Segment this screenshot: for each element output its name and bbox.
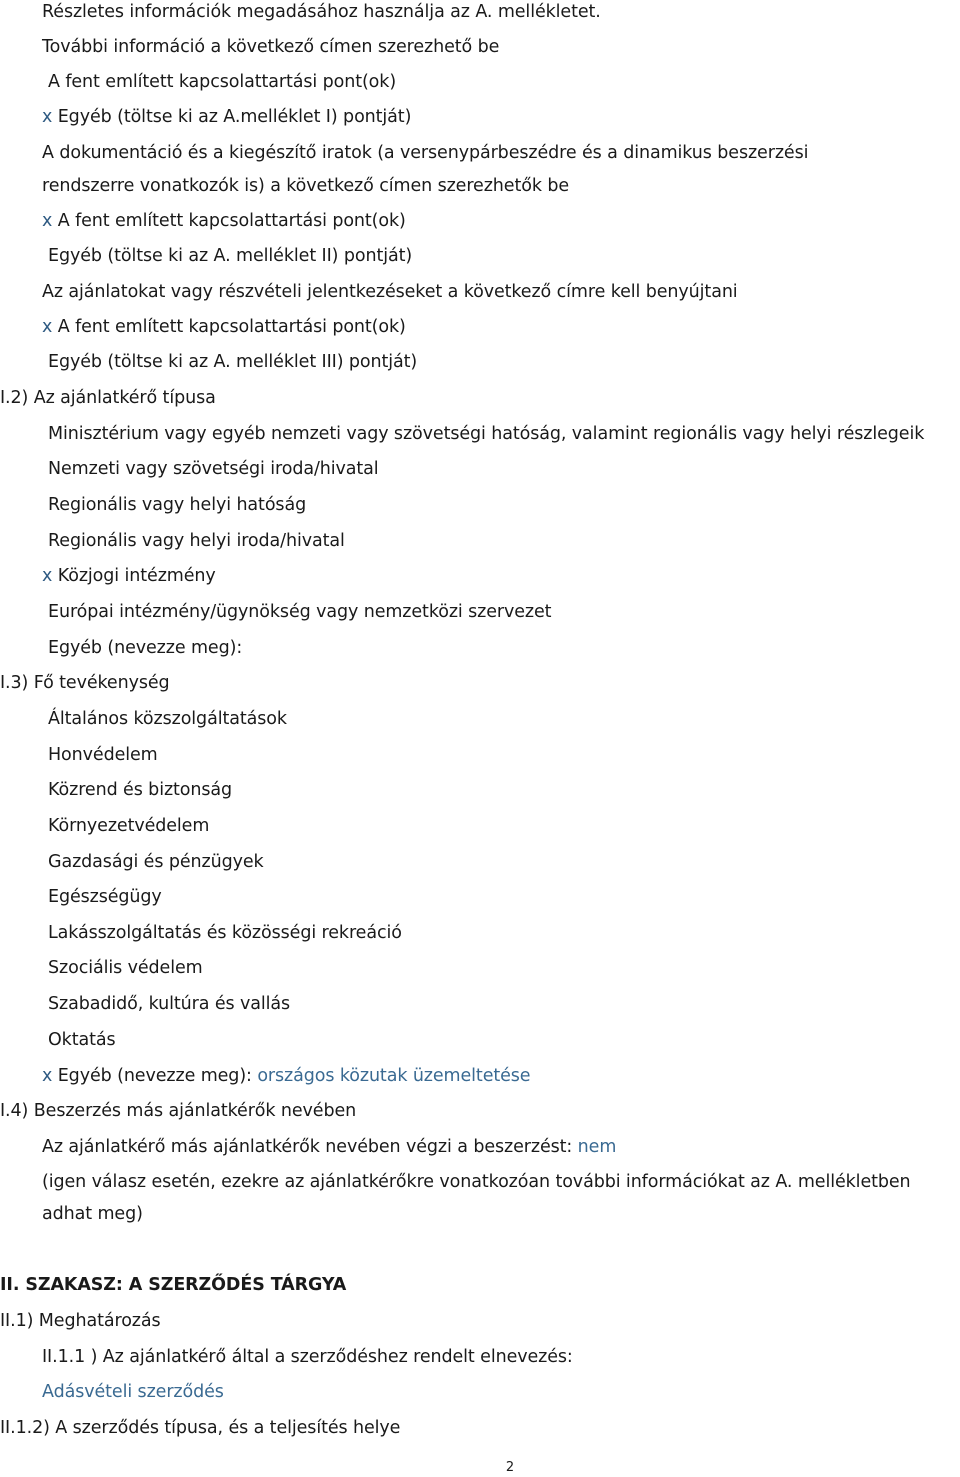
option-label: A fent említett kapcsolattartási pont(ok) xyxy=(52,317,406,337)
page-number: 2 xyxy=(505,1460,515,1475)
section-purchasing-on-behalf: I.4) Beszerzés más ajánlatkérők nevében xyxy=(0,1101,357,1121)
option-other-annex-3: Egyéb (töltse ki az A. melléklet III) pontját) xyxy=(48,352,418,372)
annex-reference-text: Részletes információk megadásához használja az A. mellékletet. xyxy=(42,2,601,22)
option-label: A fent említett kapcsolattartási pont(ok) xyxy=(52,211,406,231)
documentation-heading-line1: A dokumentáció és a kiegészítő iratok (a versenypárbeszédre és a dinamikus beszerzési xyxy=(42,143,809,163)
on-behalf-question xyxy=(42,1135,616,1159)
option-label: Egyéb (töltse ki az A.melléklet I) pontját) xyxy=(52,107,412,127)
type-ministry: Minisztérium vagy egyéb nemzeti vagy szövetségi hatóság, valamint regionális vagy helyi részlegeik xyxy=(48,424,925,444)
on-behalf-note-line1: (igen válasz esetén, ezekre az ajánlatkérőkre vonatkozóan további információkat az A. mellékletben xyxy=(42,1172,911,1192)
checked-mark-icon: x xyxy=(42,566,53,586)
option-contact-point: A fent említett kapcsolattartási pont(ok) xyxy=(48,72,397,92)
option-label: Egyéb (nevezze meg): xyxy=(52,1066,258,1086)
checked-mark-icon: x xyxy=(42,317,53,337)
on-behalf-answer: nem xyxy=(577,1137,617,1157)
activity-education: Oktatás xyxy=(48,1030,116,1050)
option-label: Közjogi intézmény xyxy=(52,566,216,586)
section-ii-heading: II. SZAKASZ: A SZERZŐDÉS TÁRGYA xyxy=(0,1275,347,1295)
option-contact-point-submission xyxy=(42,315,406,339)
type-regional-authority: Regionális vagy helyi hatóság xyxy=(48,495,307,515)
activity-other-value: országos közutak üzemeltetése xyxy=(257,1066,531,1086)
activity-social-protection: Szociális védelem xyxy=(48,958,203,978)
activity-housing: Lakásszolgáltatás és közösségi rekreáció xyxy=(48,923,402,943)
checked-mark-icon: x xyxy=(42,211,53,231)
type-other: Egyéb (nevezze meg): xyxy=(48,638,243,658)
more-info-heading: További információ a következő címen szerezhető be xyxy=(42,37,500,57)
activity-recreation-culture: Szabadidő, kultúra és vallás xyxy=(48,994,291,1014)
type-regional-office: Regionális vagy helyi iroda/hivatal xyxy=(48,531,345,551)
activity-other xyxy=(42,1064,530,1088)
activity-defence: Honvédelem xyxy=(48,745,158,765)
contract-title-value: Adásvételi szerződés xyxy=(42,1382,224,1402)
on-behalf-note-line2: adhat meg) xyxy=(42,1204,143,1224)
type-national-office: Nemzeti vagy szövetségi iroda/hivatal xyxy=(48,459,379,479)
documentation-heading-line2: rendszerre vonatkozók is) a következő címen szerezhetők be xyxy=(42,176,569,196)
section-main-activity: I.3) Fő tevékenység xyxy=(0,673,170,693)
option-other-annex-1 xyxy=(42,105,411,129)
activity-health: Egészségügy xyxy=(48,887,162,907)
option-contact-point-docs xyxy=(42,209,406,233)
checked-mark-icon: x xyxy=(42,107,53,127)
activity-environment: Környezetvédelem xyxy=(48,816,210,836)
activity-general-public-services: Általános közszolgáltatások xyxy=(48,709,287,729)
activity-economic-financial: Gazdasági és pénzügyek xyxy=(48,852,264,872)
contract-title-label: II.1.1 ) Az ajánlatkérő által a szerződéshez rendelt elnevezés: xyxy=(42,1347,573,1367)
section-contracting-authority-type: I.2) Az ajánlatkérő típusa xyxy=(0,388,216,408)
on-behalf-label: Az ajánlatkérő más ajánlatkérők nevében végzi a beszerzést: xyxy=(42,1137,578,1157)
section-ii-1-description: II.1) Meghatározás xyxy=(0,1311,161,1331)
type-public-law-body xyxy=(42,564,216,588)
option-other-annex-2: Egyéb (töltse ki az A. melléklet II) pontját) xyxy=(48,246,413,266)
checked-mark-icon: x xyxy=(42,1066,53,1086)
submission-address-heading: Az ajánlatokat vagy részvételi jelentkezéseket a következő címre kell benyújtani xyxy=(42,282,738,302)
type-european-institution: Európai intézmény/ügynökség vagy nemzetközi szervezet xyxy=(48,602,552,622)
activity-public-order: Közrend és biztonság xyxy=(48,780,233,800)
contract-type-heading: II.1.2) A szerződés típusa, és a teljesítés helye xyxy=(0,1418,401,1438)
